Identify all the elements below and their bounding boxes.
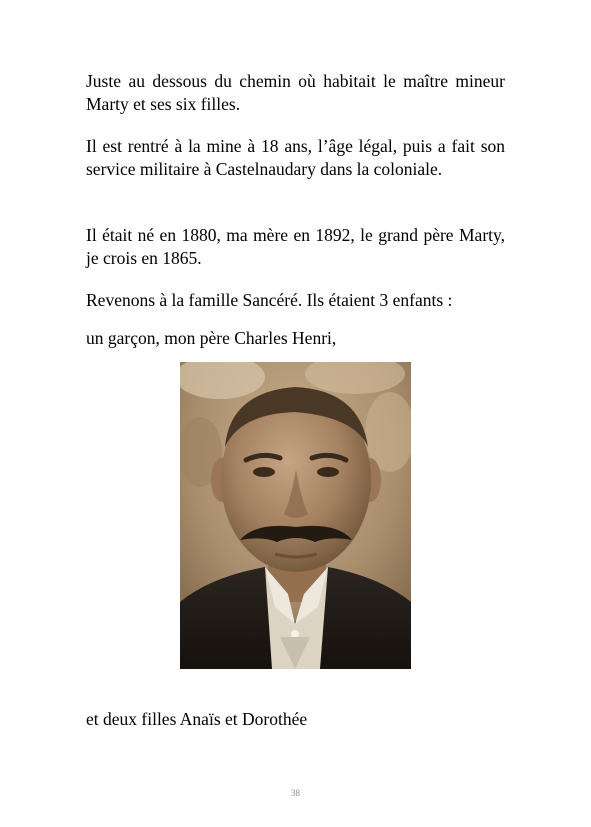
- paragraph-1: Juste au dessous du chemin où habitait le maître mineur Marty et ses six filles.: [86, 71, 505, 114]
- paragraph-2: Il est rentré à la mine à 18 ans, l’âge légal, puis a fait son service militaire à Castelnaudary dans la coloniale.: [86, 136, 505, 179]
- paragraph-5: un garçon, mon père Charles Henri,: [86, 328, 337, 348]
- portrait-photo: [180, 362, 411, 669]
- paragraph-6: et deux filles Anaïs et Dorothée: [86, 709, 308, 729]
- paragraph-3: Il était né en 1880, ma mère en 1892, le grand père Marty, je crois en 1865.: [86, 225, 505, 268]
- page-number: 38: [291, 788, 300, 798]
- paragraph-4: Revenons à la famille Sancéré. Ils étaient 3 enfants :: [86, 290, 453, 310]
